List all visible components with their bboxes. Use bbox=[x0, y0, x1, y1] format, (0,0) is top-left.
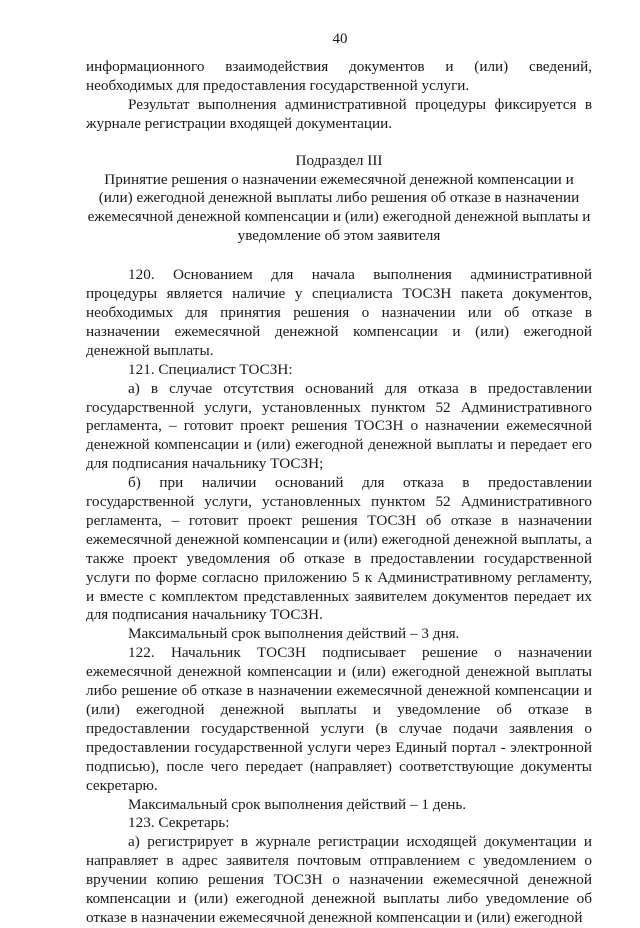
max-term-3-days: Максимальный срок выполнения действий – 3 дня. bbox=[128, 625, 460, 643]
subsection-label: Подраздел III bbox=[295, 151, 383, 169]
paragraph-123-a: а) регистрирует в журнале регистрации исходящей документации и направляет в адрес заявителя почтовым отправлением с уведомлением о вручении копию решения ТОСЗН о назначении ежемесячной денежной компенсации и (или) ежегодной денежной выплаты либо уведомление об отказе в назначении ежемесячной денежной компенсации и (или) ежегодной bbox=[86, 833, 592, 926]
paragraph-122: 122. Начальник ТОСЗН подписывает решение о назначении ежемесячной денежной компенсации и (или) ежегодной денежной выплаты либо решение об отказе в назначении ежемесячной денежной компенсации и (или) ежегодной денежной выплаты и уведомление об отказе в предоставлении государственной услуги (в случае подачи заявления о предоставлении государственной услуги через Единый портал - электронной подписью), после чего передает (направляет) соответствующие документы секретарю. bbox=[86, 644, 592, 794]
page-number: 40 bbox=[332, 31, 348, 47]
max-term-1-day: Максимальный срок выполнения действий – 1 день. bbox=[128, 795, 467, 813]
paragraph-121: 121. Специалист ТОСЗН: bbox=[128, 360, 293, 378]
paragraph-intro-2: Результат выполнения административной процедуры фиксируется в журнале регистрации входящей документации. bbox=[86, 95, 592, 132]
paragraph-121-a: а) в случае отсутствия оснований для отказа в предоставлении государственной услуги, установленных пунктом 52 Административного регламента, – готовит проект решения ТОСЗН о назначении ежемесячной денежной компенсации и (или) ежегодной денежной выплаты и передает его для подписания начальнику ТОСЗН; bbox=[86, 379, 592, 473]
paragraph-120: 120. Основанием для начала выполнения административной процедуры является наличие у специалиста ТОСЗН пакета документов, необходимых для принятия решения о назначении или об отказе в назначении ежемесячной денежной компенсации и (или) ежегодной денежной выплаты. bbox=[86, 266, 592, 359]
paragraph-121-b: б) при наличии оснований для отказа в предоставлении государственной услуги, установленных пунктом 52 Административного регламента, – готовит проект решения ТОСЗН об отказе в назначении ежемесячной денежной компенсации и (или) ежегодной денежной выплаты, а также проект уведомления об отказе в предоставлении государственной услуги по форме согласно приложению 5 к Административному регламенту, и вместе с комплектом представленных заявителем документов передает их для подписания начальнику ТОСЗН. bbox=[86, 474, 592, 624]
subsection-title: Принятие решения о назначении ежемесячной денежной компенсации и (или) ежегодной денежной выплаты либо решения об отказе в назначении ежемесячной денежной компенсации и (или) ежегодной денежной выплаты и уведомление об этом заявителя bbox=[87, 170, 591, 245]
paragraph-intro-1: информационного взаимодействия документов и (или) сведений, необходимых для предоставления государственной услуги. bbox=[86, 58, 592, 94]
spacer bbox=[86, 134, 592, 152]
spacer bbox=[86, 246, 592, 266]
paragraph-123: 123. Секретарь: bbox=[128, 814, 230, 832]
